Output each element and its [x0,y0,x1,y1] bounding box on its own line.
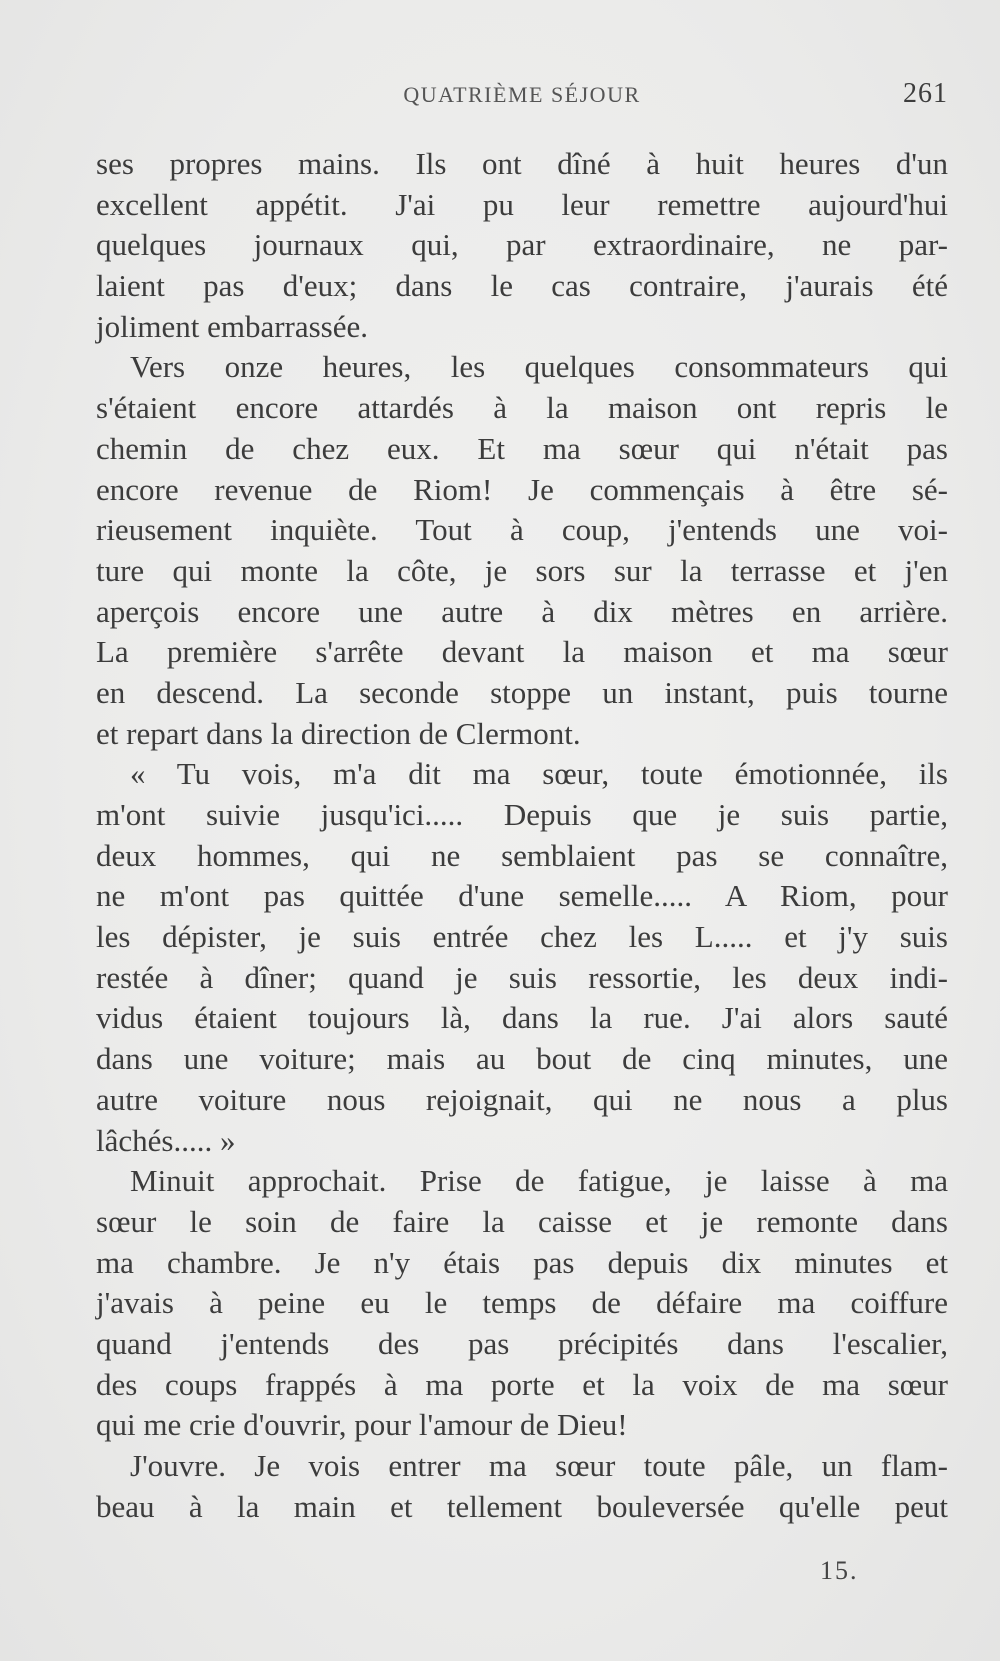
text-line: beau à la main et tellement bouleversée qu'elle peut [96,1488,948,1524]
text-line: ses propres mains. Ils ont dîné à huit heures d'un [96,146,948,181]
text-line: s'étaient encore attardés à la maison ont repris le [96,390,948,426]
text-line: encore revenue de Riom! Je commençais à être sé- [96,471,948,507]
text-line: Vers onze heures, les quelques consommateurs qui [130,349,948,385]
text-line: sœur le soin de faire la caisse et je remonte dans [96,1203,948,1239]
text-line: joliment embarrassée. [96,308,369,344]
text-line: lâchés..... » [96,1122,236,1158]
text-line: les dépister, je suis entrée chez les L..... et j'y suis [96,919,948,955]
text-line: j'avais à peine eu le temps de défaire ma coiffure [96,1285,948,1321]
text-line: en descend. La seconde stoppe un instant, puis tourne [96,674,948,710]
text-line: ture qui monte la côte, je sors sur la terrasse et j'en [96,552,948,588]
text-line: autre voiture nous rejoignait, qui ne nous a plus [96,1081,948,1117]
text-line: excellent appétit. J'ai pu leur remettre aujourd'hui [96,186,948,222]
text-line: ne m'ont pas quittée d'une semelle..... A Riom, pour [96,878,948,914]
text-line: J'ouvre. Je vois entrer ma sœur toute pâle, un flam- [130,1448,948,1483]
text-line: rieusement inquiète. Tout à coup, j'entends une voi- [96,512,948,548]
signature-mark: 15. [820,1556,859,1585]
text-line: Minuit approchait. Prise de fatigue, je laisse à ma [130,1163,948,1199]
body-text [96,144,948,1527]
text-line: « Tu vois, m'a dit ma sœur, toute émotionnée, ils [130,756,948,792]
text-line: qui me crie d'ouvrir, pour l'amour de Dieu! [96,1407,628,1443]
text-line: quand j'entends des pas précipités dans l'escalier, [96,1325,948,1361]
text-line: laient pas d'eux; dans le cas contraire, j'aurais été [96,268,948,304]
text-line: ma chambre. Je n'y étais pas depuis dix minutes et [96,1244,948,1280]
text-line: dans une voiture; mais au bout de cinq minutes, une [96,1041,948,1077]
text-line: aperçois encore une autre à dix mètres en arrière. [96,593,948,629]
text-line: quelques journaux qui, par extraordinaire, ne par- [96,227,948,263]
text-line: La première s'arrête devant la maison et ma sœur [96,634,948,670]
text-line: deux hommes, qui ne semblaient pas se connaître, [96,837,948,873]
text-line: vidus étaient toujours là, dans la rue. J'ai alors sauté [96,1000,948,1036]
running-title: QUATRIÈME SÉJOUR [403,82,641,107]
text-line: chemin de chez eux. Et ma sœur qui n'était pas [96,430,948,466]
running-head [96,78,948,112]
page-number: 261 [903,78,948,109]
text-line: m'ont suivie jusqu'ici..... Depuis que je suis partie, [96,797,948,832]
text-line: des coups frappés à ma porte et la voix de ma sœur [96,1366,948,1402]
text-line: et repart dans la direction de Clermont. [96,715,581,751]
text-line: restée à dîner; quand je suis ressortie, les deux indi- [96,959,948,995]
